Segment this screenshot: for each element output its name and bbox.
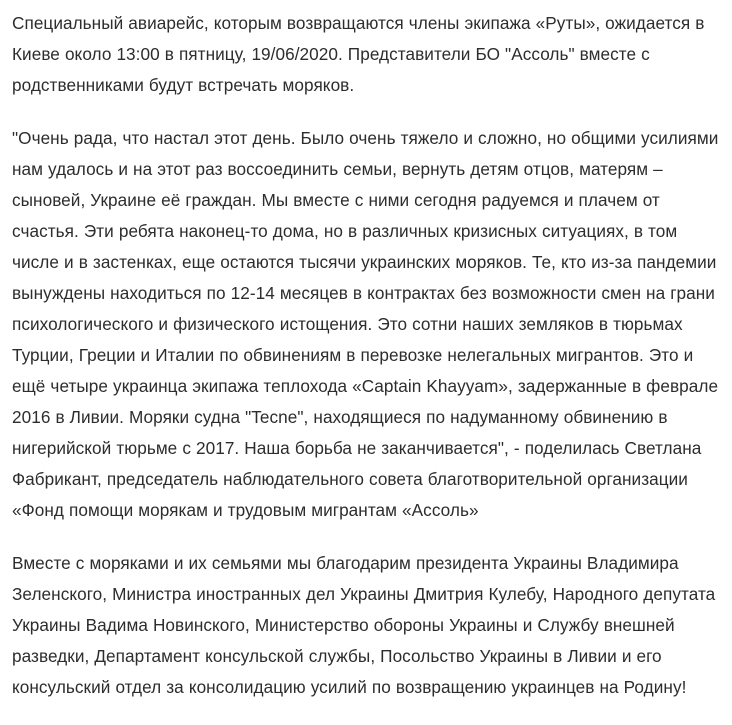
paragraph-2: "Очень рада, что настал этот день. Было очень тяжело и сложно, но общими усилиями нам удалось и на этот раз воссоединить семьи, вернуть детям отцов, матерям – сыновей, Украине её граждан. Мы вместе с ними сегодня радуемся и плачем от счастья. Эти ребята наконец-то дома, но в различных кризисных ситуациях, в том числе и в застенках, еще остаются тысячи украинских моряков. Те, кто из-за пандемии вынуждены находиться по 12-14 месяцев в контрактах без возможности смен на грани психологического и физического истощения. Это сотни наших земляков в тюрьмах Турции, Греции и Италии по обвинениям в перевозке нелегальных мигрантов. Это и ещё четыре украинца экипажа теплохода «Captain Khayyam», задержанные в феврале 2016 в Ливии. Моряки судна "Tecne", находящиеся по надуманному обвинению в нигерийской тюрьме с 2017. Наша борьба не заканчивается", - поделилась Светлана Фабрикант, председатель наблюдательного совета благотворительной организации «Фонд помощи морякам и трудовым мигрантам «Ассоль» xyxy=(12,128,719,520)
paragraph-3: Вместе с моряками и их семьями мы благодарим президента Украины Владимира Зеленского, Министра иностранных дел Украины Дмитрия Кулебу, Народного депутата Украины Вадима Новинского, Министерство обороны Украины и Службу внешней разведки, Департамент консульской службы, Посольство Украины в Ливии и его консульский отдел за консолидацию усилий по возвращению украинцев на Родину! xyxy=(12,553,716,697)
paragraph-1: Специальный авиарейс, которым возвращаются члены экипажа «Руты», ожидается в Киеве около 13:00 в пятницу, 19/06/2020. Представители БО "Ассоль" вместе с родственниками будут встречать моряков. xyxy=(12,13,705,95)
